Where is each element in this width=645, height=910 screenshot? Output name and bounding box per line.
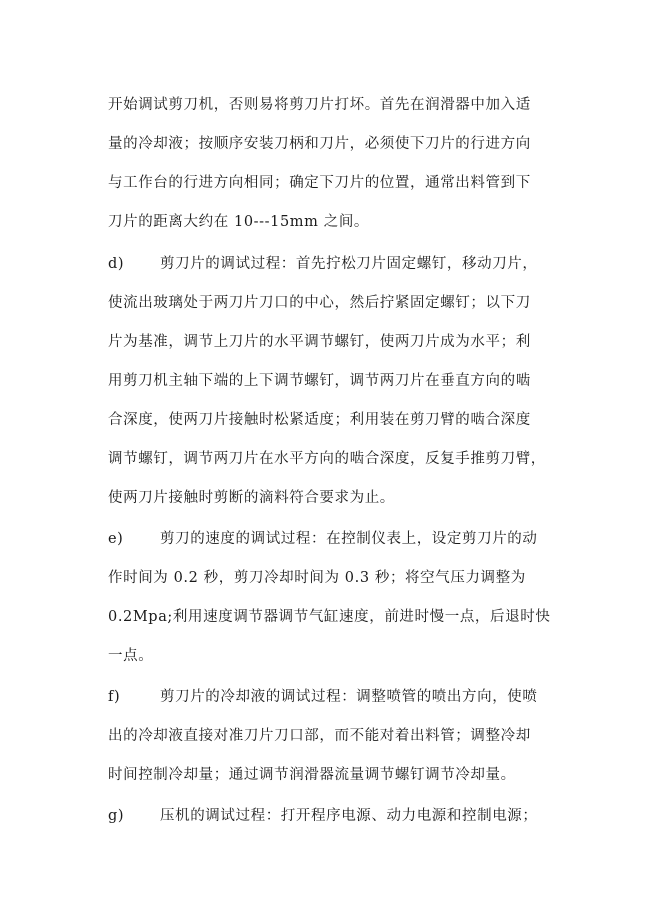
text-line: 刀片的距离大约在 10---15mm 之间。 bbox=[108, 214, 370, 230]
item-label-e: e) bbox=[108, 531, 124, 547]
list-item-e-first-line bbox=[108, 530, 548, 548]
text-line: 片为基准，调节上刀片的水平调节螺钉，使两刀片成为水平；利 bbox=[108, 334, 531, 350]
item-label-f: f) bbox=[108, 689, 121, 705]
text-line: 0.2Mpa;利用速度调节器调节气缸速度，前进时慢一点，后退时快 bbox=[108, 609, 551, 625]
text-line: 使流出玻璃处于两刀片刀口的中心，然后拧紧固定螺钉；以下刀 bbox=[108, 295, 531, 311]
text-line: 调节螺钉，调节两刀片在水平方向的啮合深度，反复手推剪刀臂， bbox=[108, 451, 546, 467]
text-line: 量的冷却液；按顺序安装刀柄和刀片，必须使下刀片的行进方向 bbox=[108, 136, 531, 152]
text-line: 时间控制冷却量；通过调节润滑器流量调节螺钉调节冷却量。 bbox=[108, 767, 516, 783]
item-label-d: d) bbox=[108, 256, 125, 272]
text-line: 用剪刀机主轴下端的上下调节螺钉，调节两刀片在垂直方向的啮 bbox=[108, 373, 531, 389]
item-label-g: g) bbox=[108, 808, 125, 824]
list-item-f-first-line bbox=[108, 688, 548, 706]
list-item-d-first-line bbox=[108, 255, 548, 273]
text-line: 出的冷却液直接对准刀片刀口部，而不能对着出料管；调整冷却 bbox=[108, 728, 531, 744]
text-line: 合深度，使两刀片接触时松紧适度；利用装在剪刀臂的啮合深度 bbox=[108, 412, 531, 428]
item-text: 剪刀片的冷却液的调试过程：调整喷管的喷出方向，使喷 bbox=[160, 689, 538, 705]
text-line: 作时间为 0.2 秒，剪刀冷却时间为 0.3 秒；将空气压力调整为 bbox=[108, 570, 526, 586]
text-line: 使两刀片接触时剪断的滴料符合要求为止。 bbox=[108, 490, 395, 506]
text-line: 与工作台的行进方向相同；确定下刀片的位置，通常出料管到下 bbox=[108, 175, 531, 191]
item-text: 压机的调试过程：打开程序电源、动力电源和控制电源； bbox=[160, 808, 538, 824]
item-text: 剪刀的速度的调试过程：在控制仪表上，设定剪刀片的动 bbox=[160, 531, 538, 547]
list-item-g-first-line bbox=[108, 807, 548, 825]
item-text: 剪刀片的调试过程：首先拧松刀片固定螺钉，移动刀片， bbox=[160, 256, 538, 272]
text-line: 开始调试剪刀机，否则易将剪刀片打坏。首先在润滑器中加入适 bbox=[108, 97, 531, 113]
text-line: 一点。 bbox=[108, 648, 154, 664]
